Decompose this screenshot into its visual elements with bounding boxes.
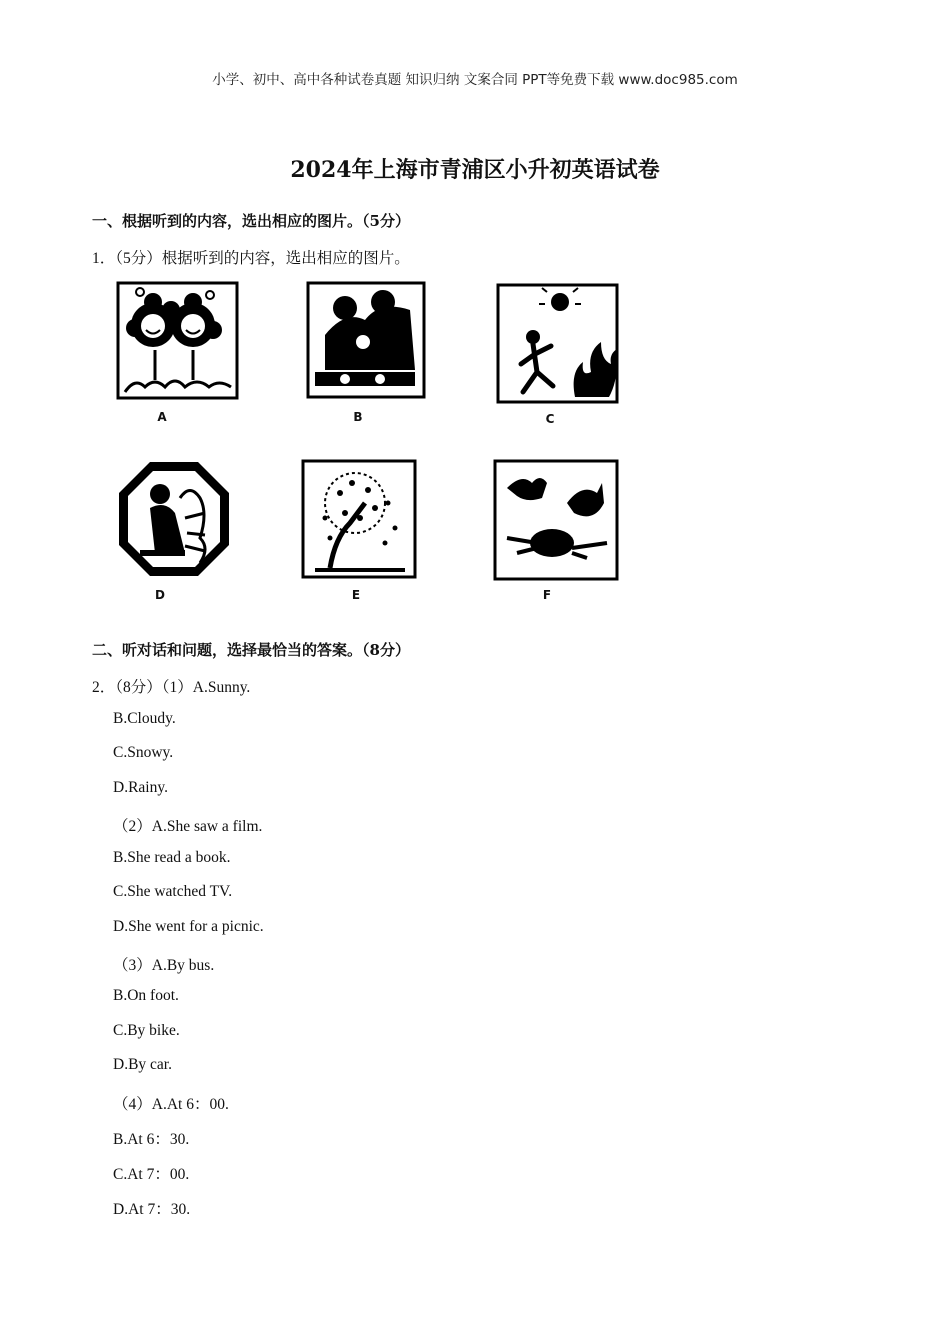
picture-c-label: C xyxy=(545,412,555,426)
question-2-text: 2．（8分）（1）A.Sunny. xyxy=(92,679,251,696)
q2-2-option-d: D.She went for a picnic. xyxy=(113,918,264,935)
q2-3-option-d: D.By car. xyxy=(113,1056,172,1073)
question-1-text: 1．（5分）根据听到的内容，选出相应的图片。 xyxy=(92,250,410,267)
q2-2-option-b: B.She read a book. xyxy=(113,849,231,866)
q2-3-option-c: C.By bike. xyxy=(113,1022,180,1039)
q2-3-option-b: B.On foot. xyxy=(113,987,179,1004)
page-title: 2024年上海市青浦区小升初英语试卷 xyxy=(290,157,660,183)
q2-2-option-a: （2）A.She saw a film. xyxy=(113,818,263,835)
q2-3-option-a: （3）A.By bus. xyxy=(113,957,215,974)
page-header-banner: 小学、初中、高中各种试卷真题 知识归纳 文案合同 PPT等免费下载 www.doc985.com xyxy=(212,72,738,88)
q2-4-option-a: （4）A.At 6：00. xyxy=(113,1096,229,1113)
picture-d-label: D xyxy=(155,588,165,602)
q2-4-option-c: C.At 7：00. xyxy=(113,1166,190,1183)
picture-b-label: B xyxy=(353,410,363,424)
picture-e-autumn-tree xyxy=(300,458,418,580)
picture-a-label: A xyxy=(157,410,167,424)
section-1-heading: 一、根据听到的内容，选出相应的图片。（5分） xyxy=(92,212,410,230)
picture-a-flowers xyxy=(115,280,240,402)
q2-1-option-d: D.Rainy. xyxy=(113,779,168,796)
picture-f-birds-nest xyxy=(492,458,620,582)
picture-e-label: E xyxy=(351,588,361,602)
picture-b-family-cooking xyxy=(305,280,427,404)
picture-c-running-from-fire xyxy=(495,282,620,406)
q2-4-option-b: B.At 6：30. xyxy=(113,1131,190,1148)
q2-4-option-d: D.At 7：30. xyxy=(113,1201,191,1218)
picture-f-label: F xyxy=(542,588,552,602)
q2-1-option-c: C.Snowy. xyxy=(113,744,174,761)
q2-2-option-c: C.She watched TV. xyxy=(113,883,233,900)
section-2-heading: 二、听对话和问题，选择最恰当的答案。（8分） xyxy=(92,641,410,659)
q2-1-option-b: B.Cloudy. xyxy=(113,710,176,727)
picture-d-gardening xyxy=(115,458,233,580)
